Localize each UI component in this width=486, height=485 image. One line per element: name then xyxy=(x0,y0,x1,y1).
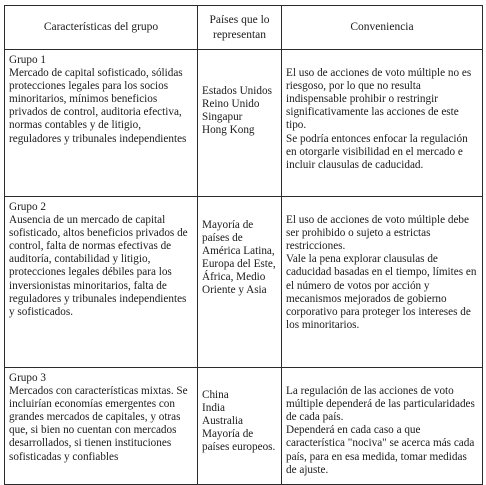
group-title: Grupo 1 xyxy=(9,54,46,66)
characteristics-text: Ausencia de un mercado de capital sofisticado, altos beneficios privados de control, falta de normas efectivas de auditoría, contabilidad y litigio, protecciones legales débiles para los inversionistas minoritarios, falta de reguladores y tribunales independientes y sofisticados. xyxy=(9,214,188,318)
table-row xyxy=(5,368,483,485)
group-title: Grupo 2 xyxy=(9,201,46,213)
convenience-text: El uso de acciones de voto múltiple no es riesgoso, por lo que no resulta indispensable prohibir o restringir significativamente las acciones de este tipo. Se podría entonces enfocar la regulación en otorgarle visibilidad en el mercado e incluir clausulas de caducidad. xyxy=(286,67,472,171)
cell-characteristics xyxy=(5,197,198,368)
cell-convenience xyxy=(282,197,483,368)
characteristics-text: Mercados con características mixtas. Se incluirían economías emergentes con grandes mercados de capitales, y otras que, si bien no cuentan con mercados desarrollados, si tienen instituciones sofisticadas y confiables xyxy=(9,385,188,463)
countries-text: Mayoría de países de América Latina, Europa del Este, África, Medio Oriente y Asia xyxy=(202,219,276,297)
cell-countries xyxy=(198,368,282,485)
cell-countries xyxy=(198,50,282,197)
table-row xyxy=(5,50,483,197)
countries-text: Estados Unidos Reino Unido Singapur Hong Kong xyxy=(202,85,272,137)
cell-characteristics xyxy=(5,50,198,197)
cell-convenience xyxy=(282,50,483,197)
countries-text: China India Australia Mayoría de países europeos. xyxy=(202,389,276,454)
header-characteristics: Características del grupo xyxy=(5,6,198,50)
characteristics-text: Mercado de capital sofisticado, sólidas protecciones legales para los socios minoritarios, mínimos beneficios privados de control, auditoria efectiva, normas contables y de litigio, reguladores y tribunales independientes xyxy=(9,67,187,145)
header-countries: Países que lo representan xyxy=(198,6,282,50)
header-convenience: Conveniencia xyxy=(282,6,483,50)
group-title: Grupo 3 xyxy=(9,372,46,384)
convenience-text: La regulación de las acciones de voto múltiple dependerá de las particularidades de cada país. Dependerá en cada caso a que característica "nociva" se acerca más cada país, para en esa medida, tomar medidas de ajuste. xyxy=(286,385,475,476)
convenience-text: El uso de acciones de voto múltiple debe ser prohibido o sujeto a estrictas restricciones. Vale la pena explorar clausulas de caducidad basadas en el tiempo, límites en el número de votos por acción y mecanismos mejorados de gobierno corporativo para proteger los intereses de los minoritarios. xyxy=(286,214,477,331)
table-row xyxy=(5,197,483,368)
comparison-table xyxy=(4,5,483,485)
cell-characteristics xyxy=(5,368,198,485)
header-row xyxy=(5,6,483,50)
cell-countries xyxy=(198,197,282,368)
cell-convenience xyxy=(282,368,483,485)
